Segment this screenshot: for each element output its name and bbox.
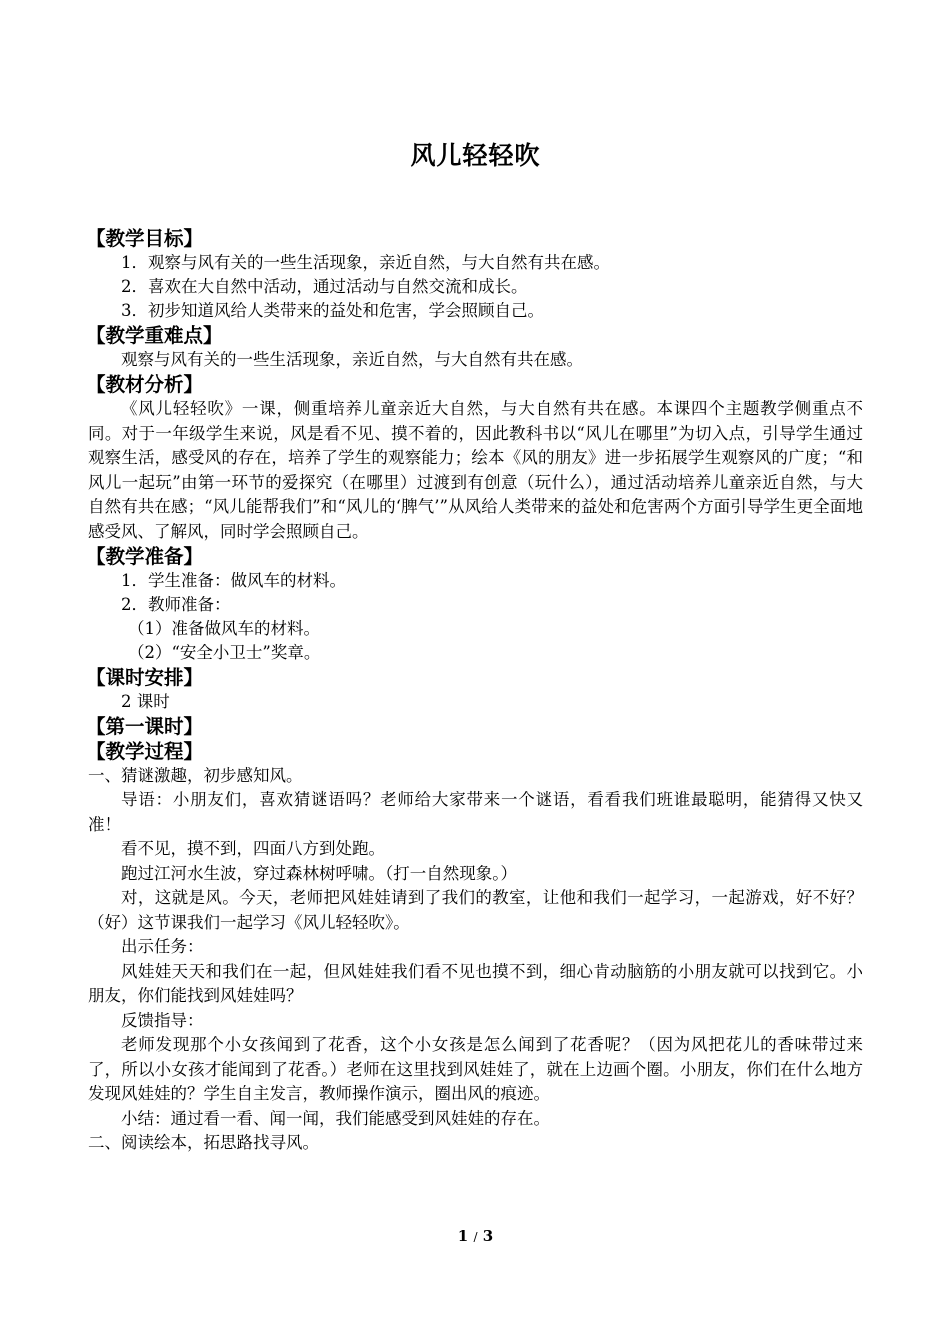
current-page: 1 [457, 1227, 469, 1245]
heading-preparation: 【教学准备】 [86, 545, 204, 568]
objective-item: 1．观察与风有关的一些生活现象，亲近自然，与大自然有共在感。 [121, 253, 610, 272]
preparation-item: 1．学生准备：做风车的材料。 [121, 571, 346, 590]
page-number [88, 1227, 863, 1245]
heading-first-lesson: 【第一课时】 [86, 715, 204, 738]
heading-objectives: 【教学目标】 [86, 227, 204, 250]
section-title: 一、猜谜激趣，初步感知风。 [88, 766, 303, 785]
page-title: 风儿轻轻吹 [410, 141, 541, 170]
heading-process: 【教学过程】 [86, 740, 204, 763]
heading-analysis: 【教材分析】 [86, 373, 204, 396]
section-title: 二、阅读绘本，拓思路找寻风。 [88, 1133, 319, 1152]
process-paragraph: 风娃娃天天和我们在一起，但风娃娃我们看不见也摸不到，细心肯动脑筋的小朋友就可以找到它。小朋友，你们能找到风娃娃吗？ [88, 961, 863, 1005]
keypoints-text: 观察与风有关的一些生活现象，亲近自然，与大自然有共在感。 [121, 350, 583, 369]
document-body [88, 226, 863, 1155]
objective-item: 3．初步知道风给人类带来的益处和危害，学会照顾自己。 [121, 301, 544, 320]
process-paragraph: 小结：通过看一看、闻一闻，我们能感受到风娃娃的存在。 [121, 1108, 550, 1128]
objective-item: 2．喜欢在大自然中活动，通过活动与自然交流和成长。 [121, 277, 528, 296]
heading-keypoints: 【教学重难点】 [86, 324, 223, 347]
process-paragraph: 看不见，摸不到，四面八方到处跑。 [121, 839, 385, 858]
process-paragraph: 导语：小朋友们，喜欢猜谜语吗？老师给大家带来一个谜语，看看我们班谁最聪明，能猜得又快又准！ [88, 790, 863, 834]
schedule-text: 2 课时 [121, 692, 170, 711]
process-paragraph: 对，这就是风。今天，老师把风娃娃请到了我们的教室，让他和我们一起学习，一起游戏，好不好？（好）这节课我们一起学习《风儿轻轻吹》。 [88, 888, 863, 932]
process-paragraph: 出示任务： [121, 937, 204, 956]
document-page [88, 0, 863, 1344]
preparation-subitem: （2）“安全小卫士”奖章。 [128, 643, 321, 662]
total-pages: 3 [482, 1227, 494, 1245]
heading-schedule: 【课时安排】 [86, 666, 204, 689]
process-paragraph: 反馈指导： [121, 1010, 204, 1030]
analysis-paragraph: 《风儿轻轻吹》一课，侧重培养儿童亲近大自然，与大自然有共在感。本课四个主题教学侧重点不同。对于一年级学生来说，风是看不见、摸不着的，因此教科书以“风儿在哪里”为切入点，引导学生通过观察生活，感受风的存在，培养了学生的观察能力；绘本《风的朋友》进一步拓展学生观察风的广度；“和风儿一起玩”由第一环节的爱探究（在哪里）过渡到有创意（玩什么），通过活动培养儿童亲近自然，与大自然有共在感；“风儿能帮我们”和“风儿的‘脾气’”从风给人类带来的益处和危害两个方面引导学生更全面地感受风、了解风，同时学会照顾自己。 [88, 399, 863, 541]
process-paragraph: 老师发现那个小女孩闻到了花香，这个小女孩是怎么闻到了花香呢？（因为风把花儿的香味带过来了，所以小女孩才能闻到了花香。）老师在这里找到风娃娃了，就在上边画个圈。小朋友，你们在什么地方发现风娃娃的？学生自主发言，教师操作演示，圈出风的痕迹。 [88, 1035, 863, 1103]
page-separator: / [473, 1230, 478, 1244]
preparation-item: 2．教师准备： [121, 595, 231, 614]
process-paragraph: 跑过江河水生波，穿过森林树呼啸。（打一自然现象。） [121, 863, 517, 883]
preparation-subitem: （1）准备做风车的材料。 [128, 619, 320, 638]
